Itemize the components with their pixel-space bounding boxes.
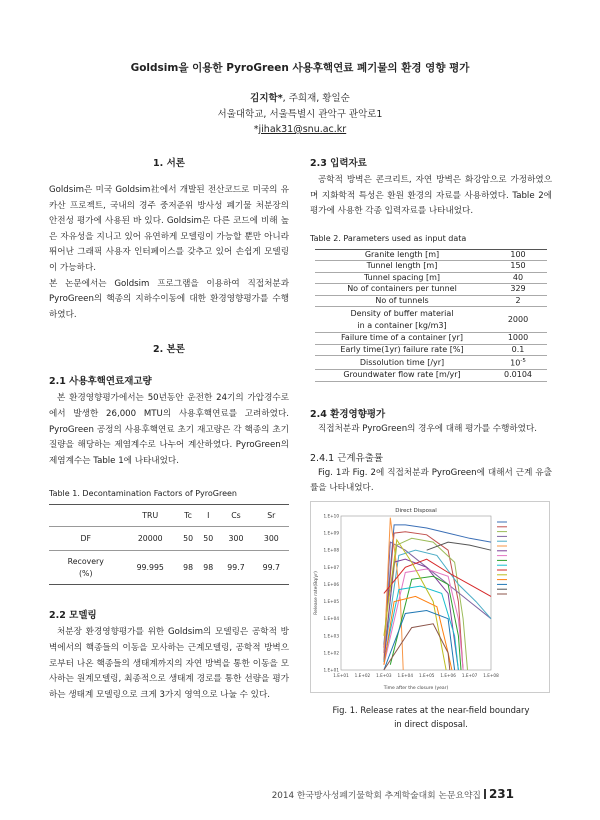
value-exponent: -5 — [520, 358, 526, 365]
recovery-label: Recovery — [67, 556, 104, 566]
author-block — [0, 91, 600, 138]
y-tick-label: 1.E+10 — [323, 513, 339, 519]
section-2-heading: 2. 본론 — [153, 344, 185, 356]
chart-title: Direct Disposal — [395, 507, 437, 514]
param-name: Early time(1yr) failure rate [%] — [315, 344, 489, 356]
y-tick-label: 1.E+04 — [323, 615, 339, 621]
left-column — [49, 155, 289, 703]
param-name: No of tunnels — [315, 295, 489, 307]
series-lines — [384, 517, 491, 669]
footer-text: 2014 한국방사성폐기물학회 추계학술대회 논문요약집 — [271, 791, 481, 801]
section-2-4-1-paragraph: Fig. 1과 Fig. 2에 직접처분과 PyroGreen에 대해서 근계 유출률을 나타내었다. — [310, 467, 552, 494]
table-2-row — [315, 344, 547, 356]
table-2-row — [315, 249, 547, 261]
param-name: No of containers per tunnel — [315, 284, 489, 296]
param-name — [315, 307, 489, 333]
param-name: Tunnel spacing [m] — [315, 272, 489, 284]
section-1-heading: 1. 서론 — [153, 158, 185, 169]
affiliation: 서울대학교, 서울특별시 관악구 관악로1 — [217, 108, 383, 120]
x-tick-label: 1.E+04 — [397, 672, 414, 678]
page-number: 231 — [488, 787, 514, 801]
y-tick-label: 1.E+05 — [323, 598, 339, 604]
table-1 — [49, 504, 289, 585]
x-tick-label: 1.E+03 — [376, 672, 392, 678]
table-2-row — [315, 370, 547, 382]
series-line — [427, 542, 491, 550]
x-axis-ticks — [333, 673, 499, 678]
author-line — [0, 91, 600, 107]
y-tick-label: 1.E+03 — [323, 632, 339, 638]
param-value: 2 — [489, 295, 547, 307]
y-tick-label: 1.E+01 — [323, 667, 339, 673]
param-value: 0.1 — [489, 344, 547, 356]
table-2-row — [315, 272, 547, 284]
param-value: 2000 — [489, 307, 547, 333]
section-2-4-paragraph: 직접처분과 PyroGreen의 경우에 대해 평가를 수행하였다. — [318, 423, 538, 434]
x-tick-label: 1.E+01 — [333, 672, 349, 678]
recovery-unit: (%) — [79, 568, 93, 578]
param-name-line: in a container [kg/m3] — [357, 320, 447, 330]
table-1-header: Cs — [218, 505, 253, 527]
param-name: Tunnel length [m] — [315, 261, 489, 273]
y-tick-label: 1.E+09 — [323, 530, 339, 536]
param-value: 1000 — [489, 333, 547, 345]
x-tick-label: 1.E+02 — [354, 672, 371, 678]
table-1-cell: 99.7 — [218, 551, 253, 585]
table-1-row-recovery — [49, 551, 289, 585]
email-mark: * — [253, 124, 259, 135]
param-value: 40 — [489, 272, 547, 284]
table-1-row-df — [49, 527, 289, 551]
page-footer — [272, 787, 514, 801]
table-1-cell — [49, 551, 123, 585]
table-2-row — [315, 333, 547, 345]
table-1-header: TRU — [123, 505, 178, 527]
y-tick-label: 1.E+08 — [323, 547, 339, 553]
paper-title: Goldsim을 이용한 PyroGreen 사용후핵연료 폐기물의 환경 영향 평가 — [130, 62, 470, 74]
series-line — [384, 559, 491, 596]
section-2-2-heading: 2.2 모델링 — [49, 610, 97, 622]
series-line — [384, 624, 450, 670]
param-value: 150 — [489, 261, 547, 273]
table-1-header: I — [198, 505, 218, 527]
email-line — [0, 122, 600, 138]
x-tick-label: 1.E+08 — [483, 672, 499, 678]
table-2 — [315, 249, 547, 382]
table-1-caption: Table 1. Decontamination Factors of PyroGreen — [49, 489, 237, 499]
table-1-header: Sr — [254, 505, 289, 527]
figure-1-caption — [310, 703, 552, 731]
param-name: Failure time of a container [yr] — [315, 333, 489, 345]
table-1-header — [49, 505, 123, 527]
x-tick-label: 1.E+07 — [461, 672, 478, 678]
right-column — [310, 155, 552, 731]
table-2-row — [315, 356, 547, 370]
param-value — [489, 356, 547, 370]
y-tick-label: 1.E+02 — [323, 650, 339, 656]
table-1-cell: 99.7 — [254, 551, 289, 585]
series-line — [384, 596, 452, 670]
table-2-row — [315, 295, 547, 307]
param-value: 0.0104 — [489, 370, 547, 382]
section-2-1-paragraph: 본 환경영향평가에서는 50년동안 운전한 24기의 가압경수로에서 발생한 26,000 MTU의 사용후핵연료를 고려하였다. PyroGreen 공정의 사용후핵연료 초기 재고량은 각 핵종의 초기 질량을 해당하는 제염계수로 나누어 계산하였다. PyroGreen의 제염계수는 Table 1에 나타내었다. — [49, 393, 289, 466]
table-1-cell: 50 — [203, 534, 214, 544]
section-1-paragraph-2: 본 논문에서는 Goldsim 프로그램을 이용하여 직접처분과 PyroGreen의 핵종의 지하수이동에 대한 환경영향평가를 수행하였다. — [49, 278, 289, 320]
table-1-cell: 300 — [263, 534, 279, 544]
table-1-cell: 98 — [198, 551, 218, 585]
table-1-cell: 98 — [178, 551, 198, 585]
section-2-4-heading: 2.4 환경영향평가 — [310, 408, 386, 420]
figure-1-caption-line: in direct disposal. — [394, 718, 468, 729]
table-2-row — [315, 307, 547, 333]
x-tick-label: 1.E+05 — [418, 672, 435, 678]
table-1-cell: 20000 — [137, 534, 163, 544]
chart-legend — [497, 522, 507, 594]
section-2-1-heading: 2.1 사용후핵연료재고량 — [49, 376, 152, 388]
section-2-3-heading: 2.3 입력자료 — [310, 158, 367, 169]
figure-1-chart — [310, 501, 550, 693]
param-name: Groundwater flow rate [m/yr] — [315, 370, 489, 382]
y-axis-ticks — [324, 513, 340, 672]
y-axis-label: Release rate(Bq/yr) — [314, 570, 319, 615]
figure-1-caption-line: Fig. 1. Release rates at the near-field boundary — [332, 704, 530, 715]
coauthors: , 주희재, 황일순 — [282, 93, 350, 104]
corresponding-mark: * — [277, 93, 283, 104]
table-2-row — [315, 284, 547, 296]
table-1-cell: 99.995 — [123, 551, 178, 585]
param-name: Granite length [m] — [315, 249, 489, 261]
section-2-3-paragraph: 공학적 방벽은 콘크리트, 자연 방벽은 화강암으로 가정하였으며 지화학적 특성은 환원 환경의 자료를 사용하였다. Table 2에 평가에 사용한 각종 입력자료를 나타내었다. — [310, 175, 552, 217]
footer-divider — [484, 789, 486, 799]
y-tick-label: 1.E+07 — [323, 564, 339, 570]
table-1-header-row — [49, 505, 289, 527]
x-tick-label: 1.E+06 — [440, 672, 456, 678]
x-axis-label: Time after the closure (year) — [383, 685, 449, 691]
table-1-cell: 50 — [183, 534, 194, 544]
table-1-cell: DF — [80, 534, 91, 544]
section-2-2-paragraph: 처분장 환경영향평가를 위한 Goldsim의 모델링은 공학적 방벽에서의 핵종들의 이동을 모사하는 근계모델링, 공학적 방벽으로부터 나온 핵종들의 생태계까지의 자연 방벽을 통한 이동을 모사하는 원계모델링, 최종적으로 생태계 경로를 통한 선량을 평가하는 생태계 모델링으로 크게 3가지 영역으로 나눌 수 있다. — [49, 627, 289, 700]
lead-author: 김지학 — [250, 93, 278, 104]
param-value: 329 — [489, 284, 547, 296]
table-2-caption: Table 2. Parameters used as input data — [310, 233, 467, 243]
section-1-paragraph-1: Goldsim은 미국 Goldsim社에서 개발된 전산코드로 미국의 유카산 프로젝트, 국내의 경주 중저준위 방사성 폐기물 처분장의 안전성 평가에 사용된 바 있다. Goldsim은 다른 코드에 비해 높은 자유성을 지니고 있어 유연하게 모델링이 가능할 뿐만 아니라 뛰어난 그래픽 사용자 인터페이스를 갖추고 있어 손쉽게 모델링이 가능하다. — [49, 185, 289, 273]
section-2-4-1-heading: 2.4.1 근계유출률 — [310, 452, 384, 464]
param-name-line: Density of buffer material — [350, 308, 454, 318]
y-tick-label: 1.E+06 — [323, 581, 339, 587]
value-base: 10 — [510, 358, 521, 368]
param-value: 100 — [489, 249, 547, 261]
table-2-row — [315, 261, 547, 273]
table-1-cell: 300 — [228, 534, 244, 544]
author-email[interactable]: jihak31@snu.ac.kr — [258, 124, 347, 135]
table-1-header: Tc — [178, 505, 198, 527]
param-name: Dissolution time [/yr] — [315, 356, 489, 370]
